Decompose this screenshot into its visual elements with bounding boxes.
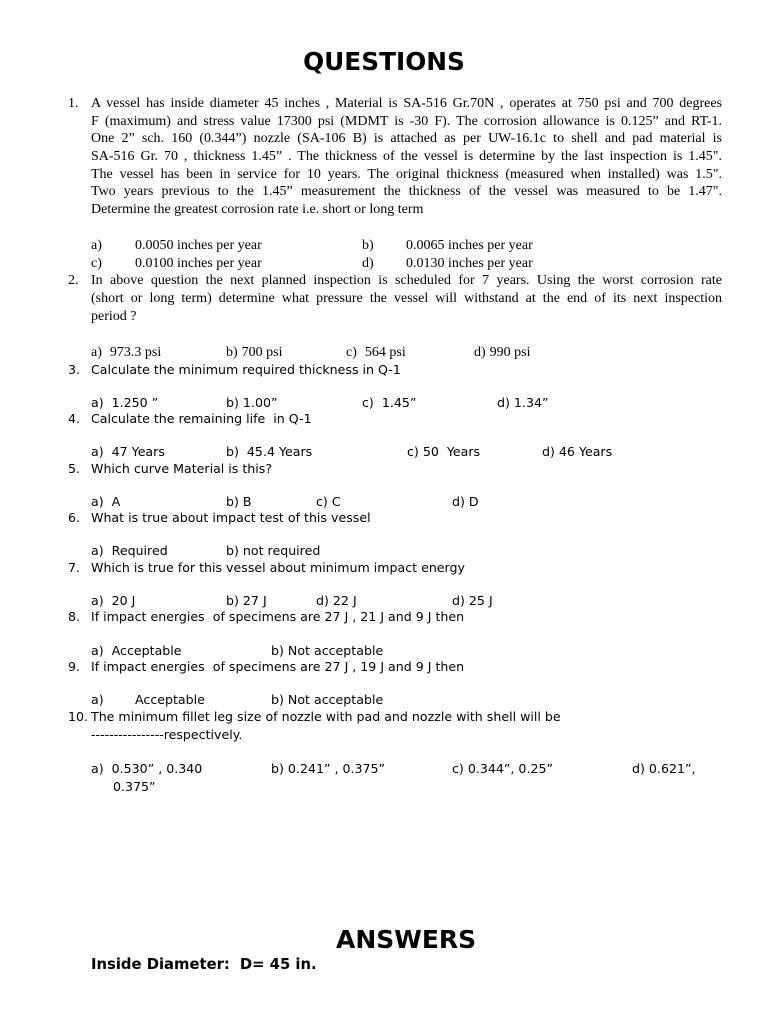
question-text-line: SA-516 Gr. 70 , thickness 1.45” . The thickness of the vessel is determine by the last inspection is 1.45". (91, 149, 722, 165)
option-label: b) (271, 761, 284, 776)
inside-diameter (91, 956, 317, 974)
option-text: 46 Years (558, 444, 613, 459)
option-label: a) (91, 494, 104, 509)
option-b (226, 443, 312, 461)
option-c (407, 443, 480, 461)
option-text: not required (242, 543, 321, 558)
question-text-line: What is true about impact test of this vessel (91, 510, 371, 525)
question-text-line: F (maximum) and stress value 17300 psi (MDMT is -30 F). The corrosion allowance is 0.125” and RT-1. (91, 113, 722, 129)
option-label: b) (271, 692, 284, 707)
inside-diameter-label: Inside Diameter: (91, 956, 230, 973)
option-a (91, 237, 262, 255)
option-text: 1.00” (242, 395, 278, 410)
option-text: Required (111, 543, 168, 558)
question-text-line: If impact energies of specimens are 27 J , 19 J and 9 J then (91, 659, 465, 674)
option-label: b) (226, 494, 239, 509)
question-number: 4. (68, 411, 81, 426)
question-text (91, 658, 722, 676)
option-text: 700 psi (241, 345, 283, 360)
question-text-line: If impact energies of specimens are 27 J , 21 J and 9 J then (91, 609, 465, 624)
option-text: 990 psi (489, 345, 531, 360)
question-text-line: ----------------respectively. (91, 727, 243, 742)
option-text: D (468, 494, 479, 509)
inside-diameter-value: D= 45 in. (239, 956, 317, 973)
option-label: c) (452, 761, 464, 776)
question-text-line: One 2” sch. 160 (0.344”) nozzle (SA-106 B) is attached as per UW-16.1c to shell and pad material is (91, 131, 722, 147)
question-number: 2. (68, 273, 79, 288)
option-text: Acceptable (135, 692, 205, 707)
question-number: 5. (68, 461, 81, 476)
option-label: b) (226, 395, 239, 410)
option-label: d) (497, 395, 510, 410)
option-b (226, 344, 283, 362)
option-label: c) (316, 494, 328, 509)
question-text-line: Which curve Material is this? (91, 461, 273, 476)
question-text-line: A vessel has inside diameter 45 inches , Material is SA-516 Gr.70N , operates at 750 psi and 700 degrees (91, 96, 722, 111)
option-label: b) (226, 444, 239, 459)
option-label: b) (226, 593, 239, 608)
question-text (91, 272, 722, 326)
question-text-line: Two years previous to the 1.45” measurement the thickness of the vessel was measured to be 1.47". (91, 184, 722, 200)
option-label: c) (407, 444, 419, 459)
option-text: 25 J (468, 593, 493, 608)
option-c (91, 255, 262, 273)
option-text: C (331, 494, 341, 509)
option-label: c) (346, 345, 357, 360)
option-a (91, 542, 168, 560)
question-text (91, 559, 722, 577)
option-label: a) (91, 395, 104, 410)
option-b (362, 237, 533, 255)
question-text (91, 708, 722, 744)
option-label: a) (91, 345, 102, 360)
option-text: 0.621”, (648, 761, 696, 776)
question-number: 3. (68, 362, 81, 377)
option-text: 20 J (111, 593, 136, 608)
question-text (91, 410, 722, 428)
option-text: 1.250 ” (111, 395, 159, 410)
option-label: d) (362, 256, 374, 271)
option-text: Not acceptable (287, 692, 384, 707)
option-label: b) (226, 543, 239, 558)
option-text: 0.530” , 0.340 (111, 761, 203, 776)
option-text: A (111, 494, 121, 509)
question-text (91, 361, 722, 379)
option-text: B (242, 494, 252, 509)
question-number: 7. (68, 560, 81, 575)
option-text: 564 psi (364, 345, 406, 360)
option-label: a) (91, 643, 104, 658)
question-number: 8. (68, 609, 81, 624)
question-text-line: Calculate the remaining life in Q-1 (91, 411, 312, 426)
question-text-line: In above question the next planned inspection is scheduled for 7 years. Using the worst corrosion rate (91, 273, 722, 288)
option-text: 47 Years (111, 444, 165, 459)
option-text: Not acceptable (287, 643, 384, 658)
option-label: b) (226, 345, 238, 360)
option-text: 27 J (242, 593, 267, 608)
question-text (91, 460, 722, 478)
option-label: c) (91, 256, 102, 271)
option-b (226, 542, 320, 560)
question-text-line: (short or long term) determine what pressure the vessel will withstand at the end of its next inspection (91, 291, 722, 306)
option-label: d) (452, 593, 465, 608)
option-label: b) (271, 643, 284, 658)
option-label: d) (632, 761, 645, 776)
option-label: b) (362, 238, 374, 253)
question-text (91, 608, 722, 626)
option-text: 1.34” (513, 395, 549, 410)
question-text-line: The minimum fillet leg size of nozzle with pad and nozzle with shell will be (91, 709, 561, 724)
option-label: a) (91, 444, 104, 459)
option-text: Acceptable (111, 643, 182, 658)
question-text (91, 95, 722, 219)
option-d (362, 255, 533, 273)
option-text: 22 J (332, 593, 357, 608)
question-text-line: Calculate the minimum required thickness in Q-1 (91, 362, 401, 377)
option-text: 0.0100 inches per year (135, 256, 262, 271)
option-text: 50 Years (422, 444, 481, 459)
option-d (474, 344, 531, 362)
question-text-line: The vessel has been in service for 10 years. The original thickness (measured when installed) was 1.5". (91, 166, 722, 182)
option-text: 0.0065 inches per year (406, 238, 533, 253)
option-label: a) (91, 543, 104, 558)
option-b (271, 691, 383, 709)
option-label: d) (452, 494, 465, 509)
option-a (91, 344, 161, 362)
page-title: QUESTIONS (303, 47, 465, 76)
question-number: 1. (68, 96, 79, 111)
option-text: 0.0050 inches per year (135, 238, 262, 253)
option-a (91, 443, 165, 461)
option-text: 0.344”, 0.25” (467, 761, 553, 776)
question-text-line: Determine the greatest corrosion rate i.e. short or long term (91, 202, 424, 218)
option-a (91, 760, 202, 778)
option-text: 45.4 Years (246, 444, 313, 459)
option-text: 0.241” , 0.375” (287, 761, 386, 776)
option-label: d) (542, 444, 555, 459)
option-b (271, 760, 385, 778)
answers-heading: ANSWERS (336, 925, 477, 954)
option-d (632, 760, 696, 778)
option-label: d) (316, 593, 329, 608)
question-text (91, 509, 722, 527)
option-label: a) (91, 593, 104, 608)
option-label: a) (91, 761, 104, 776)
option-label: a) (91, 238, 102, 253)
question-text-line: Which is true for this vessel about minimum impact energy (91, 560, 465, 575)
question-text-line: period ? (91, 309, 137, 324)
question-number: 6. (68, 510, 81, 525)
option-label: a) (91, 692, 104, 707)
option-text: 1.45” (381, 395, 417, 410)
option-c (452, 760, 553, 778)
question-number: 10. (68, 709, 89, 724)
option-label: d) (474, 345, 486, 360)
option-d (542, 443, 612, 461)
option-a (91, 691, 205, 709)
option-text: 0.0130 inches per year (406, 256, 533, 271)
option-text: 973.3 psi (109, 345, 162, 360)
question-number: 9. (68, 659, 81, 674)
option-label: c) (362, 395, 374, 410)
option-text-continuation: 0.375” (113, 779, 156, 794)
option-c (346, 344, 406, 362)
